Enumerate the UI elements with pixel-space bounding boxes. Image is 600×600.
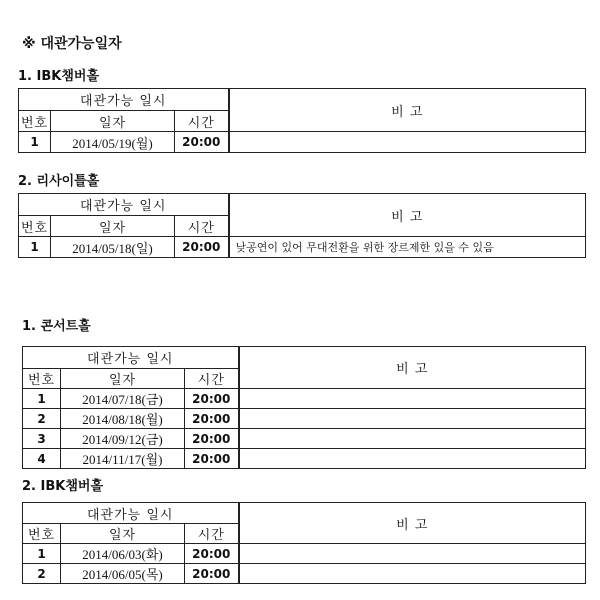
row-remark [239, 429, 586, 449]
row-no: 1 [23, 389, 61, 409]
header-no: 번호 [19, 216, 51, 237]
table-row [23, 449, 586, 469]
table-row [19, 132, 586, 153]
row-date: 2014/11/17(월) [61, 449, 185, 469]
header-period: 대관가능 일시 [23, 503, 239, 524]
table-row [19, 237, 586, 258]
row-no: 1 [19, 132, 51, 153]
row-date: 2014/09/12(금) [61, 429, 185, 449]
row-time: 20:00 [185, 564, 239, 584]
section-heading-recital: 2. 리사이틀홀 [18, 174, 100, 189]
availability-table-concert [22, 346, 586, 469]
header-time: 시간 [175, 216, 229, 237]
header-date: 일자 [51, 111, 175, 132]
row-date: 2014/08/18(월) [61, 409, 185, 429]
row-date: 2014/06/03(화) [61, 544, 185, 564]
row-remark [239, 409, 586, 429]
row-date: 2014/07/18(금) [61, 389, 185, 409]
table-row [23, 564, 586, 584]
row-time: 20:00 [185, 449, 239, 469]
row-no: 2 [23, 564, 61, 584]
table-row [23, 409, 586, 429]
header-date: 일자 [61, 369, 185, 389]
row-remark: 낮공연이 있어 무대전환을 위한 장르제한 있을 수 있음 [229, 237, 586, 258]
row-time: 20:00 [185, 429, 239, 449]
header-remark: 비 고 [229, 89, 586, 132]
header-period: 대관가능 일시 [19, 89, 229, 111]
header-period: 대관가능 일시 [23, 347, 239, 369]
row-time: 20:00 [175, 237, 229, 258]
row-time: 20:00 [185, 389, 239, 409]
section-heading-ibk-chamber-1: 1. IBK챔버홀 [18, 69, 100, 84]
header-no: 번호 [19, 111, 51, 132]
row-date: 2014/06/05(목) [61, 564, 185, 584]
section-heading-ibk-chamber-2: 2. IBK챔버홀 [22, 479, 104, 494]
table-row [23, 544, 586, 564]
row-no: 1 [23, 544, 61, 564]
header-period: 대관가능 일시 [19, 194, 229, 216]
availability-table-ibk-chamber-1 [18, 88, 586, 153]
row-date: 2014/05/19(월) [51, 132, 175, 153]
header-remark: 비 고 [239, 503, 586, 544]
row-no: 1 [19, 237, 51, 258]
row-time: 20:00 [175, 132, 229, 153]
row-remark [239, 449, 586, 469]
table-row [23, 429, 586, 449]
row-time: 20:00 [185, 544, 239, 564]
header-time: 시간 [185, 524, 239, 544]
header-no: 번호 [23, 369, 61, 389]
header-date: 일자 [51, 216, 175, 237]
row-no: 4 [23, 449, 61, 469]
row-date: 2014/05/18(일) [51, 237, 175, 258]
header-time: 시간 [185, 369, 239, 389]
availability-table-ibk-chamber-2 [22, 502, 586, 584]
page-title: ※ 대관가능일자 [22, 36, 122, 52]
row-time: 20:00 [185, 409, 239, 429]
row-no: 2 [23, 409, 61, 429]
availability-table-recital [18, 193, 586, 258]
table-row [23, 389, 586, 409]
row-remark [239, 544, 586, 564]
row-remark [239, 389, 586, 409]
row-remark [239, 564, 586, 584]
header-date: 일자 [61, 524, 185, 544]
header-time: 시간 [175, 111, 229, 132]
section-heading-concert: 1. 콘서트홀 [22, 319, 91, 334]
header-remark: 비 고 [229, 194, 586, 237]
header-no: 번호 [23, 524, 61, 544]
row-no: 3 [23, 429, 61, 449]
row-remark [229, 132, 586, 153]
header-remark: 비 고 [239, 347, 586, 389]
